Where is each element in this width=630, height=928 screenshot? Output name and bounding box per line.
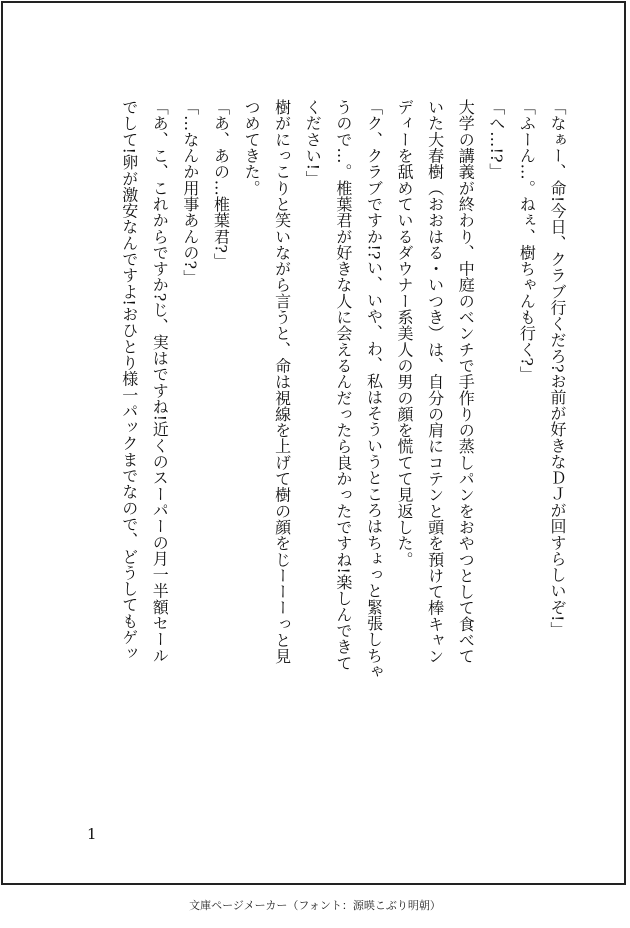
text-line: でして!卵が激安なんですよ!おひとり様一パックまでなので、どうしてもゲッ bbox=[119, 99, 139, 662]
text-line: 「…なんか用事あんの?」 bbox=[180, 99, 200, 286]
page-frame bbox=[1, 1, 626, 885]
footer-credit: 文庫ページメーカー（フォント：源暎こぶり明朝） bbox=[189, 899, 441, 912]
text-line: ください!」 bbox=[303, 99, 323, 187]
text-line: 「なぁー、命!今日、クラブ行くだろ?お前が好きなＤＪが回すらしいぞ!」 bbox=[548, 99, 567, 638]
text-line: 「ふーん…。ねぇ、樹ちゃんも行く?」 bbox=[517, 99, 537, 383]
text-line: 大学の講義が終わり、中庭のベンチで手作りの蒸しパンをおやつとして食べて bbox=[456, 99, 476, 665]
text-line: 「あ、あの…椎葉君?」 bbox=[211, 99, 231, 270]
text-line: いた大春樹（おおはる・いつき）は、自分の肩にコテンと頭を預けて棒キャン bbox=[425, 99, 445, 665]
vertical-text-body bbox=[82, 99, 572, 819]
text-line: うので…。椎葉君が好きな人に会えるんだったら良かったですね!楽しんできて bbox=[333, 99, 353, 671]
page-number: 1 bbox=[87, 825, 97, 843]
text-line: 「へ…!?」 bbox=[486, 99, 506, 179]
text-line: 「ク、クラブですか!?い、いや、わ、私はそういうところはちょっと緊張しちゃ bbox=[364, 99, 384, 680]
text-line: つめてきた。 bbox=[242, 99, 262, 196]
text-line: ディーを舐めているダウナー系美人の男の顔を慌てて見返した。 bbox=[395, 99, 415, 568]
text-line: 「あ、こ、これからですか?じ、実はですね!近くのスーパーの月一半額セール bbox=[150, 99, 170, 664]
text-line: 樹がにっこりと笑いながら言うと、命は視線を上げて樹の顔をじーーーっと見 bbox=[272, 99, 292, 665]
